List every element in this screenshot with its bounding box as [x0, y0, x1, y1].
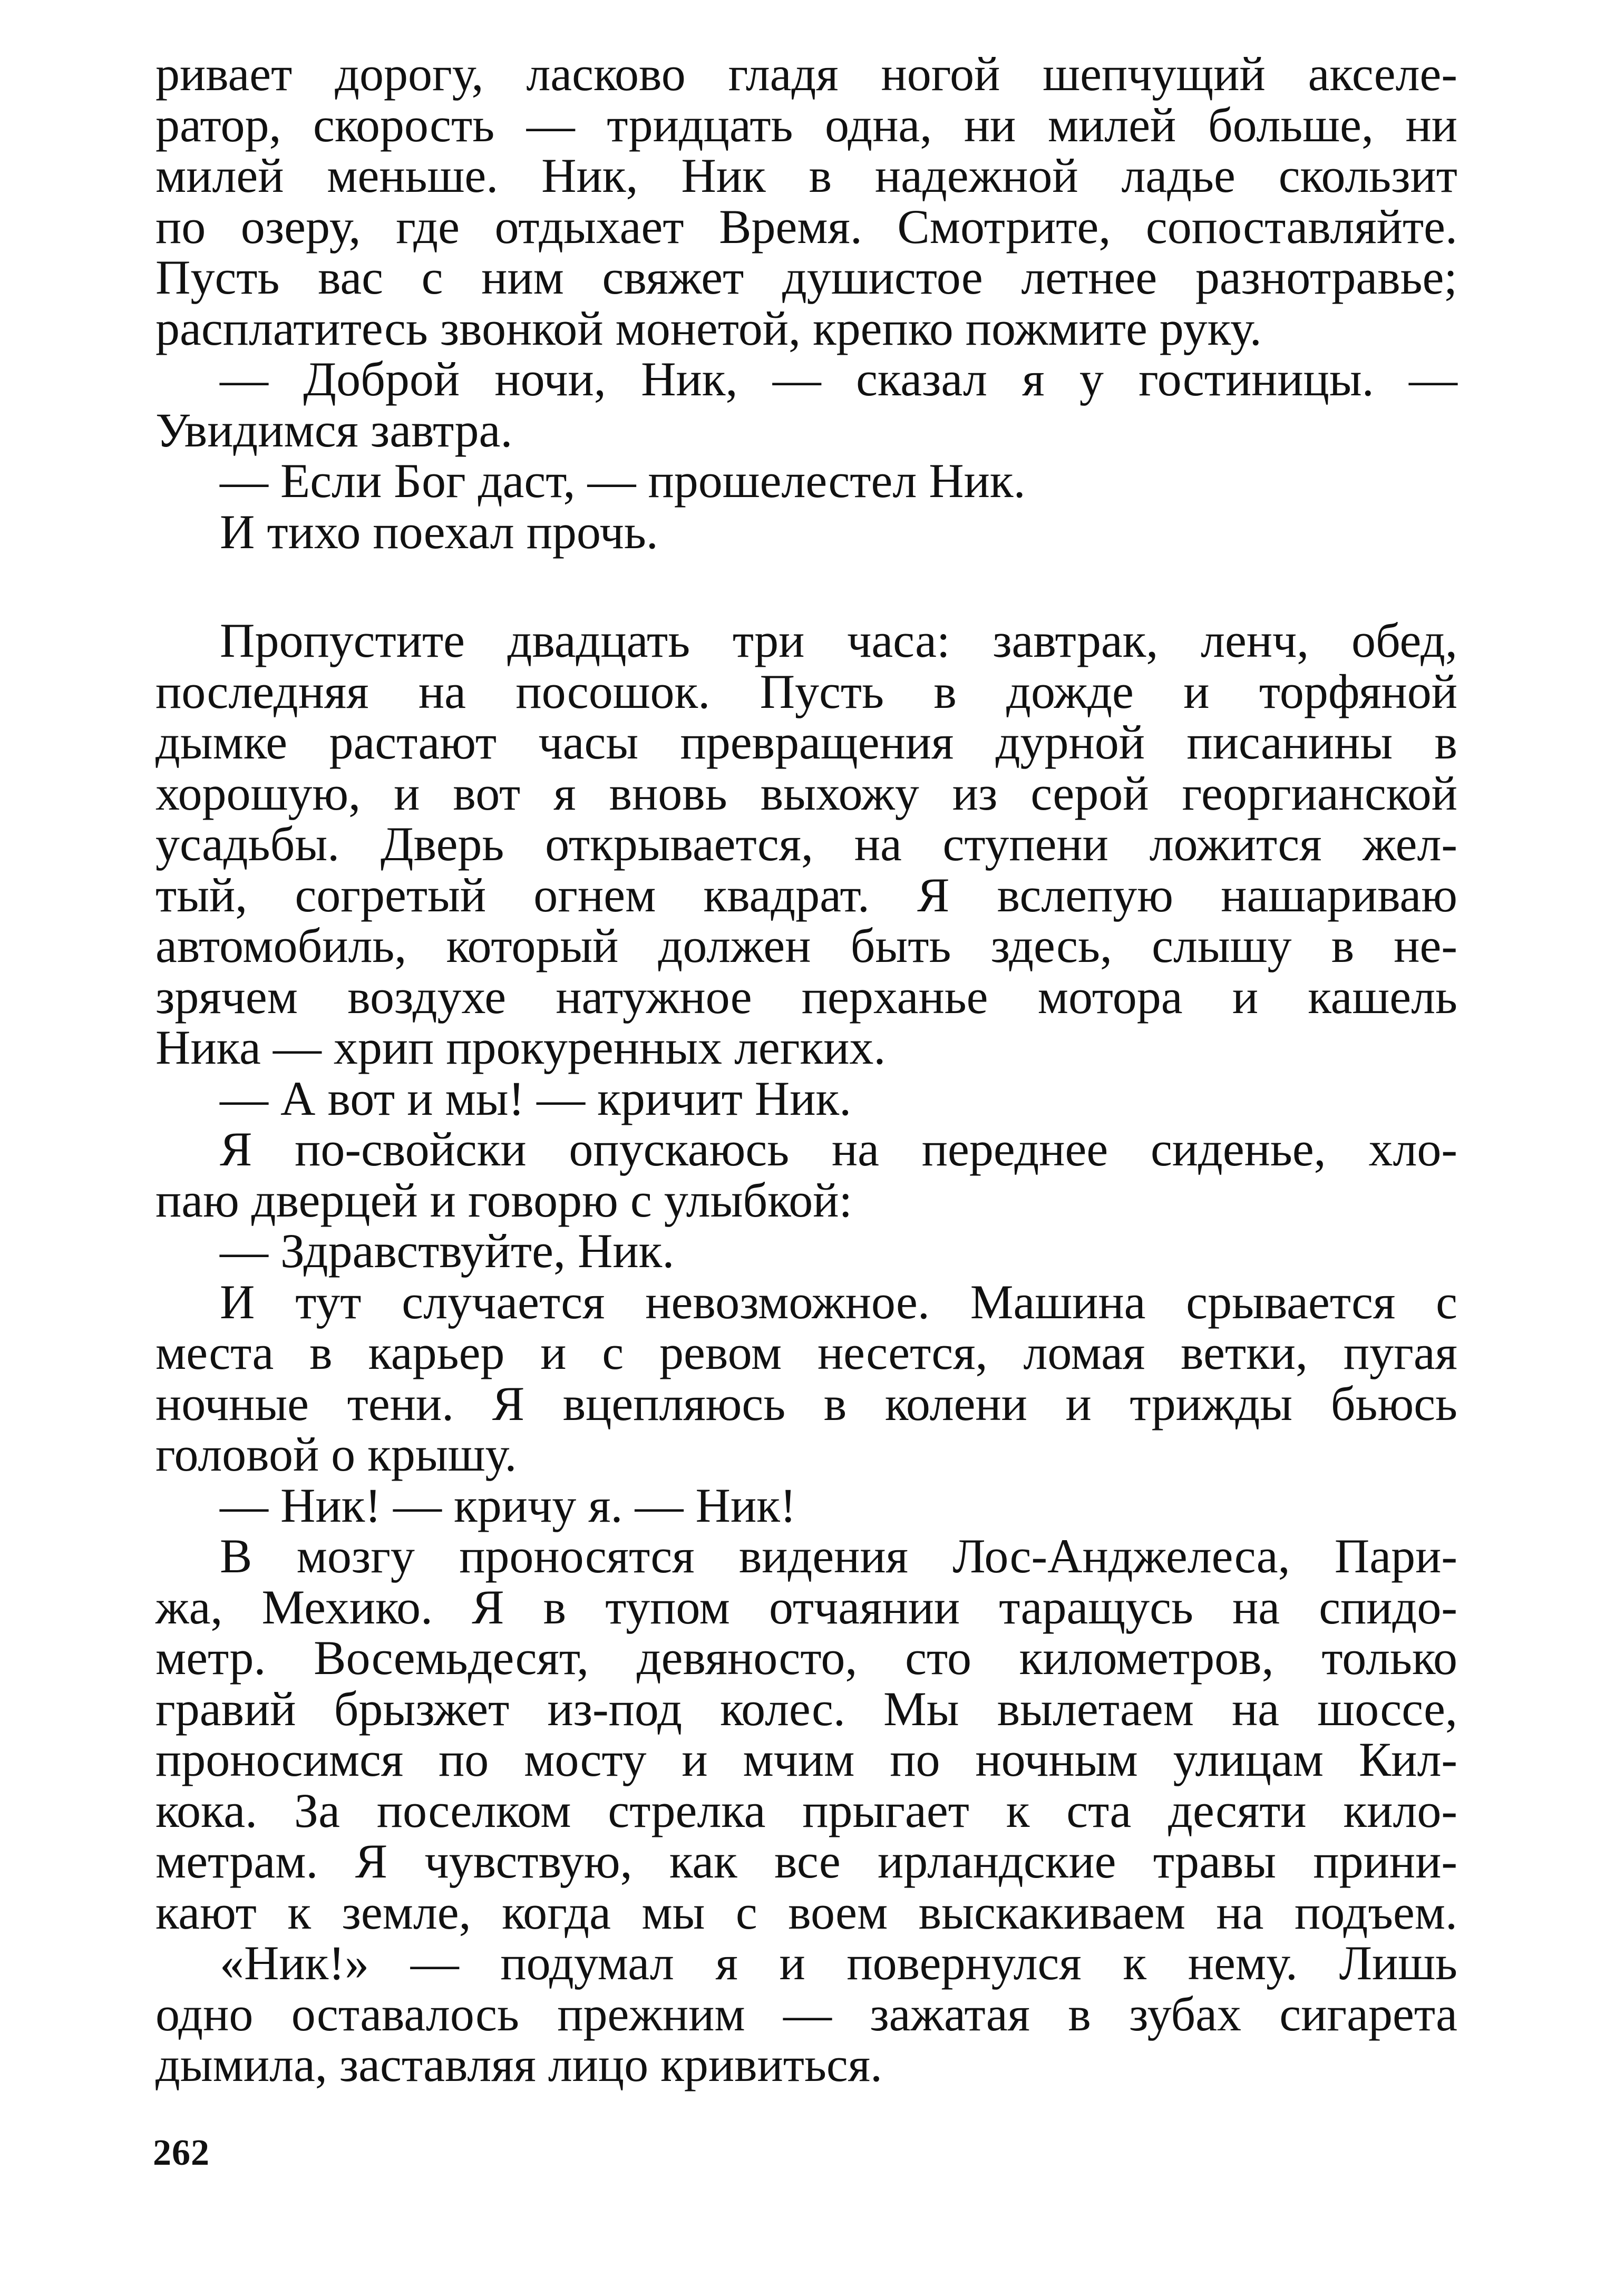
text-line: Ника — хрип прокуренных легких.: [155, 1020, 886, 1074]
text-line: метр. Восемьдесят, девяносто, сто километров, только: [155, 1631, 1457, 1685]
text-line: ночные тени. Я вцепляюсь в колени и трижды бьюсь: [155, 1376, 1457, 1431]
dialogue-line: Увидимся завтра.: [155, 403, 513, 457]
text-line: И тут случается невозможное. Машина срывается с: [220, 1275, 1457, 1329]
text-line: В мозгу проносятся видения Лос-Анджелеса, Пари-: [220, 1529, 1457, 1583]
dialogue-line: — Ник! — кричу я. — Ник!: [220, 1478, 796, 1532]
text-line: зрячем воздухе натужное перханье мотора и кашель: [155, 969, 1457, 1024]
text-line: Я по-свойски опускаюсь на переднее сиденье, хло-: [220, 1122, 1457, 1176]
text-line: головой о крышу.: [155, 1427, 517, 1481]
text-line: «Ник!» — подумал я и повернулся к нему. Лишь: [220, 1936, 1457, 1990]
text-line: последняя на посошок. Пусть в дожде и торфяной: [155, 664, 1457, 718]
body-text: [155, 48, 1457, 2090]
text-line: И тихо поехал прочь.: [220, 504, 658, 559]
text-line: тый, согретый огнем квадрат. Я вслепую нашариваю: [155, 868, 1457, 922]
text-line: паю дверцей и говорю с улыбкой:: [155, 1173, 853, 1227]
text-line: проносимся по мосту и мчим по ночным улицам Кил-: [155, 1733, 1457, 1786]
text-line: гравий брызжет из-под колес. Мы вылетаем на шоссе,: [155, 1681, 1457, 1736]
text-line: одно оставалось прежним — зажатая в зубах сигарета: [155, 1987, 1457, 2041]
text-line: автомобиль, который должен быть здесь, слышу в не-: [155, 919, 1457, 972]
text-line: усадьбы. Дверь открывается, на ступени ложится жел-: [155, 817, 1457, 871]
text-line: расплатитесь звонкой монетой, крепко пожмите руку.: [155, 301, 1262, 355]
text-line: кают к земле, когда мы с воем выскакиваем на подъем.: [155, 1885, 1457, 1939]
text-line: места в карьер и с ревом несется, ломая ветки, пугая: [155, 1326, 1457, 1379]
dialogue-line: — Если Бог даст, — прошелестел Ник.: [220, 454, 1026, 508]
text-line: жа, Мехико. Я в тупом отчаянии таращусь на спидо-: [155, 1580, 1457, 1634]
text-line: дымке растают часы превращения дурной писанины в: [155, 715, 1457, 769]
text-line: милей меньше. Ник, Ник в надежной ладье скользит: [155, 149, 1457, 202]
section-break: [155, 557, 1457, 615]
dialogue-line: — Здравствуйте, Ник.: [220, 1224, 675, 1278]
text-line: дымила, заставляя лицо кривиться.: [155, 2038, 883, 2091]
text-line: ривает дорогу, ласково гладя ногой шепчущий акселе-: [155, 47, 1457, 101]
dialogue-line: — А вот и мы! — кричит Ник.: [220, 1071, 852, 1125]
text-line: хорошую, и вот я вновь выхожу из серой георгианской: [155, 766, 1457, 820]
text-line: по озеру, где отдыхает Время. Смотрите, сопоставляйте.: [155, 199, 1457, 254]
dialogue-line: — Доброй ночи, Ник, — сказал я у гостиницы. —: [220, 352, 1457, 406]
text-line: кока. За поселком стрелка прыгает к ста десяти кило-: [155, 1783, 1457, 1837]
text-line: Пропустите двадцать три часа: завтрак, ленч, обед,: [220, 614, 1457, 667]
page-number: 262: [153, 2133, 210, 2173]
text-line: метрам. Я чувствую, как все ирландские травы прини-: [155, 1834, 1457, 1888]
text-line: Пусть вас с ним свяжет душистое летнее разнотравье;: [155, 250, 1457, 304]
text-line: ратор, скорость — тридцать одна, ни милей больше, ни: [155, 98, 1457, 152]
